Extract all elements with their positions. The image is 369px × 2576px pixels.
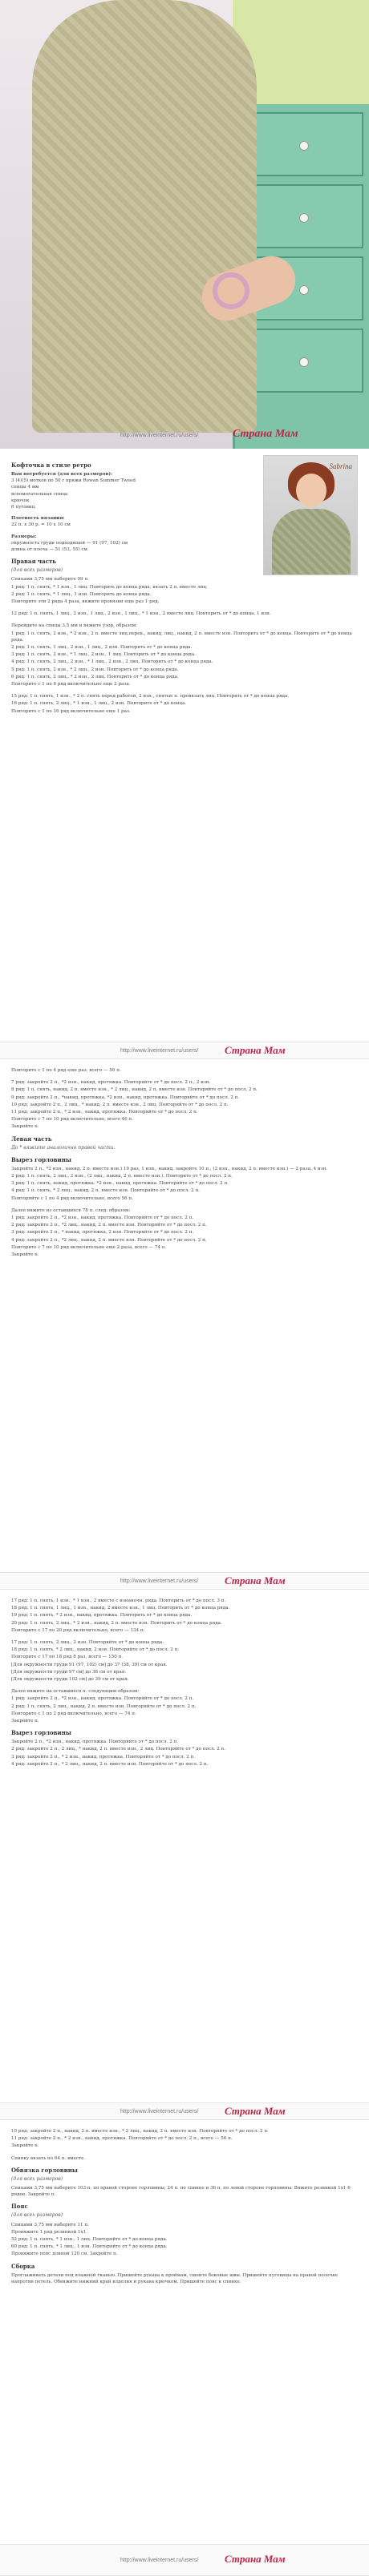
row-text: 1 ряд: закройте 2 п., *2 изн., накид, протяжка. Повторяйте от * до посл. 2 п. [11, 1215, 194, 1221]
row-text: Спинку вязать по 64 п. вместе. [11, 2155, 86, 2161]
material-item: спицы 4 мм [11, 485, 39, 490]
row-text: 19 ряд: 1 п. снять, * 2 изн., накид, протяжка. Повторить от * до конца ряда. [11, 1613, 193, 1619]
material-item: крючок [11, 498, 30, 503]
row-text: 11 ряд: закройте 2 п., * 2 изн., накид, протяжка. Повторяйте от * до посл. 2 п. [11, 1110, 198, 1115]
row-text: 4 ряд: закройте 2 п., *2 лиц., накид, 2 п. вместе изн. Повторяйте от * до посл. 2 п. [11, 1237, 207, 1243]
right-part-sub: (для всех размеров) [11, 567, 63, 574]
neckline-heading: Вырез горловины [11, 1729, 71, 1737]
gauge-text: 22 п. x 30 р. = 10 x 10 см [11, 522, 71, 528]
row-text: 9 ряд: закройте 2 п., *накид, протяжка, *2 изн., накид, протяжка. Повторяйте от * до посл. 2 п. [11, 1094, 240, 1100]
left-part-sub: До * вяжите аналогично правой части. [11, 1144, 116, 1151]
watermark-bar [0, 2544, 369, 2576]
row-text: Спицами 3,75 мм наберите 99 п. [11, 577, 89, 583]
row-text: [Для окружности груди 102 см] до 39 см от края. [11, 1677, 129, 1683]
row-text: 10 ряд: закройте 2 п., 2 лиц., * накид, 2 п. вместе изн., 2 лиц. Повторяйте от * до посл. 2 п. [11, 1102, 229, 1107]
row-text: [Для окружности груди 91 (97, 102) см] до 37 (38, 39) см от края. [11, 1662, 168, 1667]
row-text: 52 ряд: 1 п. снять, * 1 изн., 1 лиц. Повторяйте от * до конца ряда. [11, 2237, 168, 2243]
row-text: 4 ряд: закройте 2 п., * 2 лиц., накид, 2 п. вместе изн. Повторяйте от * до посл. 2 п. [11, 1761, 209, 1767]
row-text: 2 ряд: 1 п. снять, 2 лиц., 2 изн., (2 лиц., накид, 2 п. вместе изн.). Повторите от * до посл. 2 п. [11, 1174, 233, 1179]
bangle [213, 272, 249, 309]
row-text: 10 ряд: закройте 2 п., накид, 2 п. вместе изн., * 2 лиц., накид, 2 п. вместе изн. Повторяйте от * до посл. 2 п. [11, 2129, 269, 2134]
row-text: 3 ряд: закройте 2 п., * 2 изн., накид, протяжка. Повторяйте от * до посл. 2 п. [11, 1754, 196, 1760]
drawer [243, 112, 363, 176]
row-text: Перейдите на спицы 3,5 мм и вяжите узор, образом: [11, 623, 137, 629]
row-text: Повторите с 17 по 20 ряд включительно, всего — 134 п. [11, 1627, 145, 1633]
watermark-url: http://www.liveinternet.ru/users/ [120, 433, 199, 438]
assembly-heading: Сборка [11, 2262, 35, 2270]
sweater [32, 0, 257, 433]
belt-heading: Пояс [11, 2203, 28, 2211]
row-text: 16 ряд: 1 п. снять, 2 лиц., * 1 изн., 1 лиц., 2 изн. Повторите от * до конца. [11, 701, 187, 707]
row-text: 18 ряд: 1 п. снять, * 2 лиц., накид. 2 изн. Повторяйте от * до посл. 2 п. [11, 1647, 180, 1653]
watermark-logo: Страна Мам [233, 428, 298, 440]
portrait-face [296, 474, 326, 507]
pattern-part-1 [0, 449, 369, 1042]
material-item: вспомогательная спица [11, 491, 68, 497]
row-text: 5 ряд: 1 п. снять, 2 изн., * 2 лиц., 2 изн. Повторить от * до конца ряда. [11, 667, 179, 672]
belt-sub: (для всех размеров) [11, 2212, 63, 2219]
row-text: 1 ряд: 1 п. снять, * 1 изн., 1 лиц. Повторить до конца ряда, вязать 2 п. вместе лиц. [11, 584, 208, 590]
row-text: 8 ряд: 1 п. снять, накид, 2 п. вместе изн., * 2 лиц., накид, 2 п. вместе изн. Повторяйте от * до посл. 2 п. [11, 1087, 257, 1093]
row-text: Повторите с 7 по 10 ряд включительно еще 2 раза, всего — 74 п. [11, 1244, 167, 1250]
neckline-heading: Вырез горловины [11, 1155, 71, 1163]
row-text: Повторите с 1 по 6 ряд включительно еще 2 раза. [11, 682, 131, 687]
signature: Sabrina [329, 462, 352, 470]
row-text: 2 ряд: 1 п. снять, * 1 лиц., 1 изн. Повторить до конца ряда. [11, 591, 152, 597]
watermark-logo: Страна Мам [225, 2553, 286, 2565]
row-text: 18 ряд: 1 п. снять, 1 лиц., 1 изн., накид, 2 вместе изн., 1 лиц. Повторить от * до конца ряда. [11, 1606, 230, 1611]
pattern-part-4 [0, 2120, 369, 2544]
row-text: [Для окружности груди 97 см] до 38 см от края. [11, 1669, 127, 1675]
row-text: Повторите с 1 по 16 ряд включительно еще 1 раз. [11, 708, 131, 714]
row-text: 2 ряд: 1 п. снять, 1 лиц., 2 изн., 1 лиц., 2 изн. Повторить от * до конца ряда. [11, 645, 193, 651]
watermark-bar [0, 2102, 369, 2120]
row-text: Повторите с 1 по 4 ряд еще раз, всего — 56 п. [11, 1068, 121, 1073]
model-portrait [263, 455, 358, 575]
edging-sub: (для всех размеров) [11, 2175, 63, 2182]
watermark-bar [0, 1572, 369, 1590]
row-text: 2 ряд: закройте 2 п., *2 лиц., накид, 2 п. вместе изн. Повторяйте от * до посл. 2 п. [11, 1223, 207, 1228]
material-item: 6 пуговиц. [11, 505, 36, 510]
row-text: 17 ряд: 1 п. снять, 2 лиц., 2 изн. Повторяйте от * до конца ряда. [11, 1640, 164, 1646]
drawer [243, 184, 363, 248]
watermark-url: http://www.liveinternet.ru/users/ [120, 2558, 199, 2563]
row-text: Далее вяжите на оставшихся п. следующим образом: [11, 1689, 140, 1695]
row-text: 6 ряд: 1 п. снять, 2 лиц., * 2 изн., 2 лиц. Повторить от * до конца ряда. [11, 674, 179, 679]
row-text: Закройте 2 п., *2 изн., накид, 2 п. вместе изн.) 19 раз, 1 изн., накид, закройте 10 п., (2 изн., накид, 2 п. вместе изн.) — 2 раза, 4 изн. [11, 1166, 328, 1171]
row-text: 1 ряд: закройте 2 п., *2 изн., накид, протяжка. Повторяйте от * до посл. 2 п. [11, 1696, 194, 1702]
watermark-url: http://www.liveinternet.ru/users/ [120, 2109, 199, 2114]
size-item: длина от плеча — 51 (53, 55) см [11, 547, 87, 553]
row-text: Провяжите пояс длиной 120 см. Закройте п. [11, 2251, 118, 2257]
pattern-part-2 [0, 1059, 369, 1572]
row-text: 11 ряд: закройте 2 п., * 2 изн., накид, протяжка. Повторяйте от * до посл. 2 п., всего — 56 п. [11, 2136, 233, 2142]
row-text: 3 ряд: закройте 2 п., * накид, протяжка, 2 изн. Повторяйте от * до посл. 2 п. [11, 1230, 194, 1236]
watermark-url: http://www.liveinternet.ru/users/ [120, 1578, 199, 1584]
row-text: 12 ряд: 1 п. снять, 1 лиц., 2 изн., 1 лиц., 2 изн., 1 лиц., * 1 изн., 2 вместе лиц. Повторить от * до конца, 1 изн. [11, 611, 271, 617]
watermark-logo: Страна Мам [225, 1574, 286, 1586]
edging-text: Спицами 3,75 мм наберите 103 п. по правой стороне горловины, 24 п. по спинке и 36 п. по левой стороне горловины. Вяжите резинкой 1x1 6 рядов. Закройте п. [11, 2186, 351, 2198]
row-text: Повторите с 1 по 2 ряд включительно, всего — 74 п. [11, 1711, 136, 1716]
portrait-body [272, 509, 351, 575]
pattern-part-3 [0, 1590, 369, 2102]
watermark-logo: Страна Мам [225, 2105, 286, 2117]
edging-heading: Обвязка горловины [11, 2166, 78, 2174]
row-text: Спицами 3,75 мм наберите 11 п. [11, 2222, 89, 2227]
gauge-heading: Плотность вязания: [11, 516, 65, 522]
watermark-bar [0, 1042, 369, 1059]
right-part-heading: Правая часть [11, 558, 57, 566]
row-text: 2 ряд: 1 п. снять, 2 лиц., накид, 2 п. вместе изн. Повторяйте от * до посл. 2 п. [11, 1703, 197, 1709]
row-text: 20 ряд: 1 п. снять, 2 лиц., * 2 изн., накид, 2 п. вместе изн. Повторить от * до конца ряда. [11, 1620, 222, 1626]
row-text: Закройте п. [11, 1124, 39, 1130]
knob [299, 285, 309, 295]
drawer [243, 329, 363, 393]
sweater-photo [0, 0, 369, 449]
row-text: 3 ряд: 1 п. снять, 2 изн., * 1 лиц., 2 изн., 1 лиц. Повторить от * до конца ряда. [11, 652, 196, 658]
row-text: 60 ряд: 1 п. снять, * 1 лиц., 1 изн. Повторяйте от * до конца ряда. [11, 2244, 168, 2250]
row-text: Провяжите 1 ряд резинкой 1x1. [11, 2229, 88, 2235]
row-text: 4 ряд: 1 п. снять, 2 лиц., 2 изн., * 1 лиц., 2 изн., 2 лиц. Повторить от * до конца ряда. [11, 659, 213, 665]
row-text: Закройте п. [11, 2143, 39, 2149]
knob [299, 213, 309, 223]
row-text: Повторите эти 2 ряда 4 раза, вяжите провязки еще раз 1 ряд. [11, 599, 160, 605]
left-part-heading: Левая часть [11, 1135, 52, 1143]
row-text: Повторите с 7 по 10 ряд включительно, всего 46 п. [11, 1117, 133, 1123]
row-text: Закройте 2 п., *2 изн., накид, протяжка. Повторяйте от * до посл. 2 п. [11, 1740, 179, 1745]
row-text: 17 ряд: 1 п. снять, 1 изн., * 1 изн., 2 вместе с изнаночн. ряда. Повторить от * до посл. 3 п. [11, 1598, 226, 1603]
row-text: 15 ряд: 1 п. снять, 1 изн., * 2 п. снять перед работой, 2 изн., снятые п. провязать лиц. Повторить от * до конца ряда. [11, 694, 290, 699]
row-text: Закройте п. [11, 1252, 39, 1258]
row-text: 2 ряд: закройте 2 п., 2 лиц., * накид, 2 п. вместе изн., 2 лиц. Повторяйте от * до посл. 2 п. [11, 1747, 225, 1752]
sizes-heading: Размеры: [11, 534, 37, 539]
material-item: 3 (4)(5) мотков по 50 г пряжи Rowan Summer Tweed [11, 478, 136, 484]
row-text: Повторите с 17 по 18 ряд 8 раз, всего — 150 п. [11, 1655, 124, 1660]
row-text: Повторяйте с 1 по 4 ряд включительно, всего 56 п. [11, 1195, 133, 1201]
materials-heading: Вам потребуется (для всех размеров): [11, 472, 113, 477]
row-text: 4 ряд: 1 п. снять, * 2 лиц., накид, 2 п. вместе изн. Повторяйте от * до посл. 2 п. [11, 1188, 200, 1194]
row-text: 1 ряд: 1 п. снять, 2 изн., * 2 изн., 2 п. вместе лиц.перек., накид, лиц., накид, 2 п. вместе изн. Повторить от * до конца. Повторите от * до конца ряда. [11, 631, 352, 643]
row-text: Далее вяжите из оставшихся 78 п. след. образом: [11, 1207, 131, 1213]
pattern-title: Кофточка в стиле ретро [11, 462, 91, 469]
row-text: Закройте п. [11, 1719, 39, 1724]
row-text: 3 ряд: 1 п. снять, накид, протяжка. *2 изн., накид, протяжка. Повторяйте от * до посл. 2 п. [11, 1181, 229, 1187]
row-text: 7 ряд: закройте 2 п., *2 изн., накид, протяжка. Повторяйте от * до посл. 2 п., 2 изн. [11, 1080, 211, 1086]
watermark-logo: Страна Мам [225, 1044, 286, 1056]
knob [299, 357, 309, 367]
size-item: окружность груди подходящей — 91 (97, 102) см [11, 540, 128, 546]
knob [299, 141, 309, 151]
assembly-text: Проглаживать детали под влажной тканью. Пришейте рукава к проймам, сшейте боковые швы. Пришейте пуговицы на правой полочке напротив петель. Обвяжите нижний край изделия и рукава крючком. Пришейте пояс к спинке. [11, 2272, 339, 2284]
watermark-url: http://www.liveinternet.ru/users/ [120, 1048, 199, 1054]
